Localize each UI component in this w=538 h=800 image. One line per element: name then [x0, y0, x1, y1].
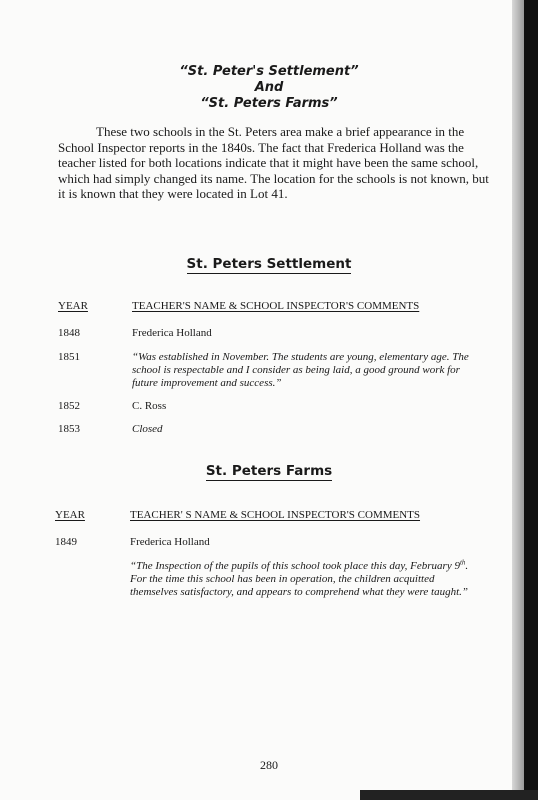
- settlement-heading: [0, 256, 538, 272]
- settlement-row-text: “Was established in November. The students are young, elementary age. The school is respectable and I consider as being laid, a good ground work for future improvement and success.”: [132, 351, 469, 389]
- settlement-col-year: YEAR: [58, 300, 88, 312]
- settlement-row-text: C. Ross: [132, 400, 167, 412]
- title-line-1: “St. Peter's Settlement”: [179, 64, 359, 79]
- settlement-row-text: Frederica Holland: [132, 327, 212, 339]
- farms-col-year: YEAR: [55, 509, 85, 521]
- farms-quote-start: “The Inspection of the pupils of this school took place this day, February 9: [130, 560, 460, 572]
- title-line-2: And: [254, 80, 284, 95]
- farms-quote-end: . For the time this school has been in operation, the children acquitted themselves satisfactory, and appears to comprehend what they were taught.”: [130, 560, 469, 598]
- settlement-row-year: 1853: [58, 423, 80, 435]
- farms-inspection-quote: [130, 560, 475, 599]
- binding-shadow: [512, 0, 524, 800]
- settlement-row-year: 1852: [58, 400, 80, 412]
- farms-heading: [0, 463, 538, 479]
- scan-bottom-edge: [360, 790, 538, 800]
- farms-heading-text: St. Peters Farms: [205, 463, 333, 479]
- settlement-heading-text: St. Peters Settlement: [186, 256, 352, 272]
- settlement-row-year: 1848: [58, 327, 80, 339]
- settlement-col-comments: TEACHER'S NAME & SCHOOL INSPECTOR'S COMMENTS: [132, 300, 420, 312]
- farms-row-year: 1849: [55, 536, 77, 548]
- farms-row-text: Frederica Holland: [130, 536, 210, 548]
- farms-col-comments: TEACHER' S NAME & SCHOOL INSPECTOR'S COMMENTS: [130, 509, 421, 521]
- settlement-row-text: Closed: [132, 423, 163, 435]
- page-title: [0, 64, 538, 112]
- farms-quote-superscript: th: [459, 558, 466, 567]
- intro-text: These two schools in the St. Peters area make a brief appearance in the School Inspector reports in the 1840s. The fact that Frederica Holland was the teacher listed for both locations indicate that it might have been the same school, which had simply changed its name. The location for the schools is not known, but it is known that they were located in Lot 41.: [58, 124, 489, 201]
- title-line-3: “St. Peters Farms”: [200, 96, 338, 111]
- page-number: 280: [260, 758, 278, 772]
- binding-edge: [524, 0, 538, 800]
- settlement-row-year: 1851: [58, 351, 80, 363]
- intro-paragraph: [58, 124, 490, 202]
